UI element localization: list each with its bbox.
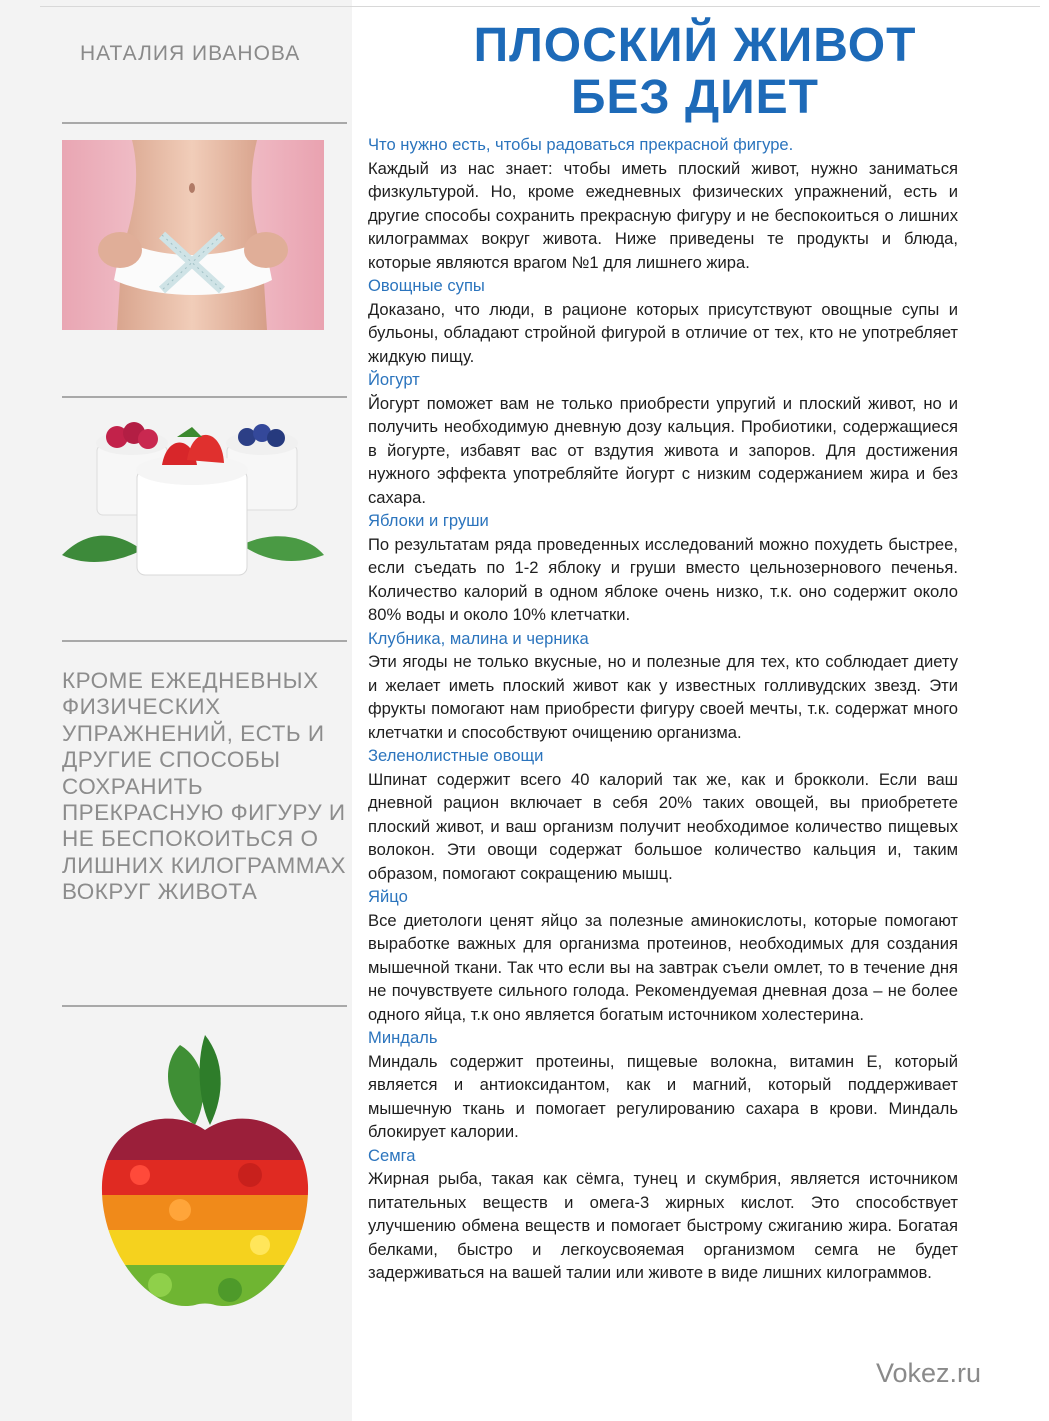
section-text: Миндаль содержит протеины, пищевые волокна, витамин Е, который является и антиоксидантом, как и магний, который поддерживает мышечную ткань и помогает регулированию сахара в крови. Миндаль блокирует калории. <box>368 1051 958 1141</box>
section-text: Шпинат содержит всего 40 калорий так же, как и брокколи. Если ваш дневной рацион включает в себя 20% таких овощей, вы приобретете плоский живот, и ваш организм получит необходимое количество пищевых волокон. Эти овощи содержат большое количество кальция и, таким образом, помогают сокращению мышц. <box>368 769 958 883</box>
page-title <box>380 20 1010 124</box>
section-text: Каждый из нас знает: чтобы иметь плоский живот, нужно заниматься физкультурой. Но, кроме ежедневных физических упражнений, есть и другие способы сохранить прекрасную фигуру и не беспокоиться о лишних килограммах вокруг живота. Ниже приведены те продукты и блюда, которые являются врагом №1 для лишнего жира. <box>368 158 958 272</box>
article-section <box>368 744 958 885</box>
divider-top <box>62 122 347 124</box>
section-heading: Яйцо <box>368 887 408 906</box>
waist-measuring-photo <box>62 140 324 330</box>
article-section <box>368 885 958 1026</box>
section-text: Эти ягоды не только вкусные, но и полезные для тех, кто соблюдает диету и желает иметь плоский живот как у известных голливудских звезд. Эти фрукты помогают нам приобрести фигуру своей мечты, т.к. содержат много клетчатки и способствуют очищению организма. <box>368 652 958 742</box>
section-text: Жирная рыба, такая как сёмга, тунец и скумбрия, является источником питательных веществ и омега-3 жирных кислот. Это способствует улучшению обмена веществ и помогает быстрому сжиганию жира. Богатая белками, быстро и легкоусвояемая организмом семга не будет задерживаться на вашей талии или животе в виде лишних килограммов. <box>368 1169 958 1282</box>
watermark: Vokez.ru <box>876 1358 982 1388</box>
article-body <box>368 133 958 1285</box>
article-section <box>368 133 958 274</box>
section-heading: Овощные супы <box>368 276 485 295</box>
section-heading: Яблоки и груши <box>368 511 489 530</box>
article-section <box>368 368 958 509</box>
article-section <box>368 509 958 627</box>
section-heading: Зеленолистные овощи <box>368 746 544 765</box>
section-heading: Семга <box>368 1145 416 1165</box>
section-text: Все диетологи ценят яйцо за полезные аминокислоты, которые помогают выработке важных для организма протеинов, необходимых для создания мышечной ткани. Так что если вы на завтрак съели омлет, то в течение дня не почувствуете сильного голода. Рекомендуемая дневная доза – не более одного яйца, т.к оно является богатым источником холестерина. <box>368 910 958 1024</box>
section-heading: Клубника, малина и черника <box>368 628 589 648</box>
section-heading: Что нужно есть, чтобы радоваться прекрасной фигуре. <box>368 135 794 154</box>
section-text: По результатам ряда проведенных исследований можно похудеть быстрее, если съедать по 1-2 яблоку и груши вместо цельнозернового печенья. Количество калорий в одном яблоке очень низко, т.к. оно содержит около 80% воды и около 10% клетчатки. <box>368 534 958 624</box>
section-text: Доказано, что люди, в рационе которых присутствуют овощные супы и бульоны, обладают стройной фигурой в отличие от тех, кто не употребляет жидкую пищу. <box>368 299 958 366</box>
article-section <box>368 274 958 368</box>
author-name: НАТАЛИЯ ИВАНОВА <box>80 42 301 65</box>
section-heading: Йогурт <box>368 370 420 389</box>
section-text: Йогурт поможет вам не только приобрести упругий и плоский живот, но и получить необходимую дневную дозу кальция. Пробиотики, содержащиеся в йогурте, избавят вас от вздутия живота и запоров. Для достижения нужного эффекта употребляйте йогурт с низким содержанием жира и без сахара. <box>368 393 958 507</box>
divider-bottom <box>62 1005 347 1007</box>
title-line-1: ПЛОСКИЙ ЖИВОТ <box>473 19 917 72</box>
top-border <box>40 6 1040 7</box>
article-section <box>368 1026 958 1144</box>
title-line-2: БЕЗ ДИЕТ <box>571 71 819 124</box>
section-heading: Миндаль <box>368 1028 438 1047</box>
yogurt-berries-photo <box>62 415 324 585</box>
fruit-apple-photo <box>90 1035 320 1320</box>
article-section <box>368 627 958 745</box>
pull-quote: КРОМЕ ЕЖЕДНЕВНЫХ ФИЗИЧЕСКИХ УПРАЖНЕНИЙ, ЕСТЬ И ДРУГИЕ СПОСОБЫ СОХРАНИТЬ ПРЕКРАСНУЮ ФИГУРУ И НЕ БЕСПОКОИТЬСЯ О ЛИШНИХ КИЛОГРАММАХ ВОКРУГ ЖИВОТА <box>62 668 346 905</box>
divider-middle-1 <box>62 396 347 398</box>
article-section <box>368 1144 958 1285</box>
divider-middle-2 <box>62 640 347 642</box>
